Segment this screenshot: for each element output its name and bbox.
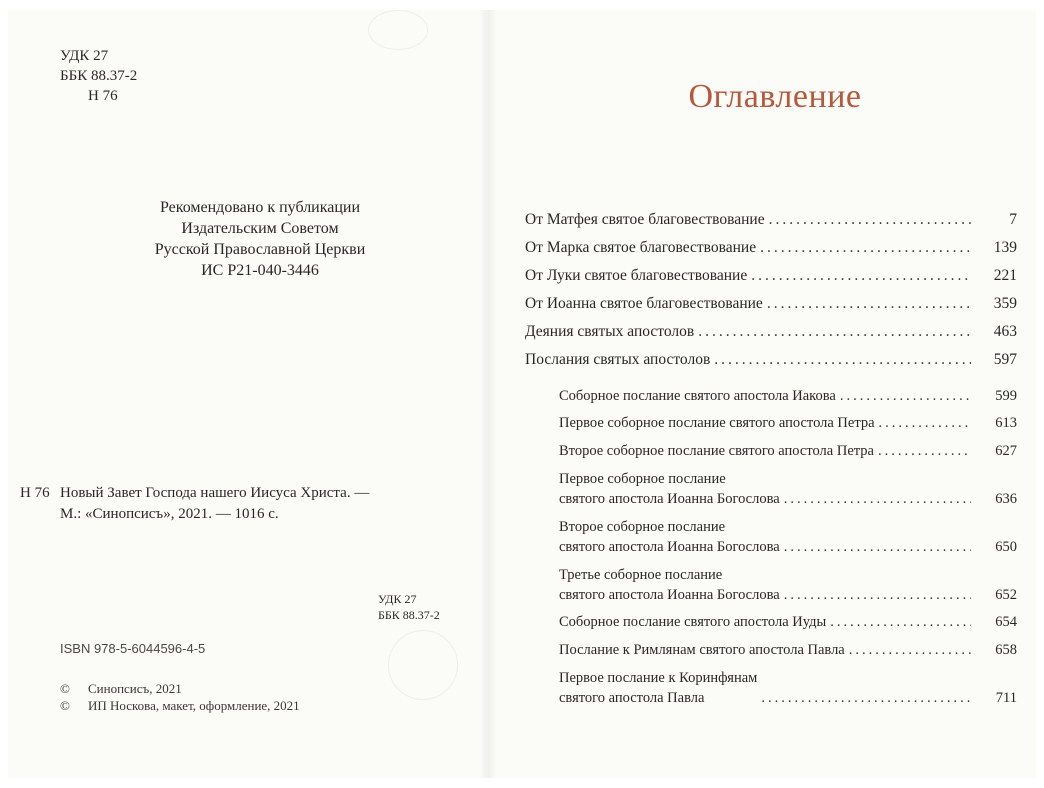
toc-entry-title (525, 238, 756, 258)
toc-entry-title (525, 266, 747, 286)
toc-entry-line: Второе соборное послание святого апостола Петра (559, 442, 874, 459)
toc-leader-dots (761, 688, 971, 708)
toc-page-number: 652 (995, 586, 1017, 603)
toc-entry[interactable] (525, 557, 1017, 605)
toc-entry[interactable] (525, 378, 1017, 406)
toc-entry-line: От Иоанна святое благовествование (525, 295, 763, 312)
toc-entry[interactable] (525, 314, 1017, 342)
toc-entry-line: Деяния святых апостолов (525, 323, 695, 340)
classification-codes-top (60, 46, 137, 106)
toc-leader-dots (849, 640, 971, 660)
copyright-block (60, 680, 300, 714)
toc-page-number: 658 (995, 641, 1017, 658)
toc-leader-dots (784, 489, 971, 509)
toc-entry[interactable] (525, 258, 1017, 286)
approval-block (100, 197, 420, 281)
toc-entry-title (559, 612, 826, 632)
approval-line: Русской Православной Церкви (154, 241, 366, 258)
copyright-row (60, 680, 300, 697)
book-gutter (480, 10, 496, 778)
toc-entry[interactable] (525, 433, 1017, 461)
toc-leader-dots (698, 322, 971, 342)
toc-entry-line: святого апостола Иоанна Богослова (559, 490, 780, 507)
toc-entry-line: святого апостола Иоанна Богослова (559, 538, 780, 555)
left-page (8, 10, 486, 778)
toc-title: Оглавление (688, 78, 862, 115)
toc-leader-dots (760, 238, 971, 258)
isbn: ISBN 978-5-6044596-4-5 (60, 641, 206, 656)
toc-leader-dots (784, 537, 971, 557)
copyright-row (60, 697, 300, 714)
toc-entry-title (559, 668, 757, 708)
copyright-text: ИП Носкова, макет, оформление, 2021 (88, 698, 300, 713)
toc-entry-line: Послание к Римлянам святого апостола Павла (559, 641, 845, 658)
toc-page-number: 599 (995, 387, 1017, 404)
toc-entry-title (525, 210, 765, 230)
toc-entry-line: святого апостола Павла (559, 689, 705, 706)
toc-entry-line: Соборное послание святого апостола Иакова (559, 387, 836, 404)
toc-spacer (525, 370, 1017, 378)
toc-page-number: 711 (995, 689, 1017, 706)
toc-entry-line: Третье соборное послание (559, 566, 723, 583)
author-mark: Н 76 (88, 88, 118, 104)
toc-leader-dots (830, 612, 971, 632)
toc-entry[interactable] (525, 461, 1017, 509)
toc-leader-dots (769, 210, 971, 230)
toc-entry-line: Второе соборное послание (559, 518, 726, 535)
toc-entry-line: От Матфея святое благовествование (525, 211, 765, 228)
toc-entry-line: Первое соборное послание святого апостола Петра (559, 415, 875, 431)
copyright-text: Синопсисъ, 2021 (88, 681, 182, 696)
approval-line: Издательским Советом (181, 220, 339, 237)
toc-leader-dots (751, 266, 971, 286)
ornament-shadow (388, 630, 458, 700)
toc-page-number: 463 (993, 323, 1017, 340)
biblio-line: Новый Завет Господа нашего Иисуса Христа. — (60, 485, 370, 501)
biblio-code: Н 76 (20, 485, 50, 501)
toc-entry-line: От Луки святое благовествование (525, 267, 748, 284)
toc-leader-dots (714, 350, 971, 370)
toc-entry[interactable] (525, 230, 1017, 258)
toc-entry-line: святого апостола Иоанна Богослова (559, 586, 780, 603)
toc-entry-title (559, 441, 874, 461)
toc-entry[interactable] (525, 509, 1017, 557)
toc-page-number: 359 (993, 295, 1017, 312)
toc-entry-line: Соборное послание святого апостола Иуды (559, 614, 827, 630)
toc-entry[interactable] (525, 632, 1017, 660)
toc-page-number: 139 (993, 239, 1017, 256)
toc-page-number: 7 (1009, 211, 1017, 228)
bbk-code: ББК 88.37-2 (60, 68, 138, 84)
toc-page-number: 221 (993, 267, 1017, 284)
toc-leader-dots (784, 585, 971, 605)
toc-entry-title (525, 294, 763, 314)
toc-leader-dots (879, 413, 971, 433)
toc-page-number: 650 (995, 538, 1017, 555)
classification-codes-bottom (378, 591, 440, 623)
toc-entry-title (559, 413, 875, 433)
toc-page-number: 613 (995, 415, 1017, 431)
toc-entry-title (559, 640, 845, 660)
udk-code: УДК 27 (60, 48, 109, 64)
toc-entry-title (559, 517, 780, 557)
toc-entry-title (559, 565, 780, 605)
bbk-code: ББК 88.37-2 (378, 608, 440, 622)
toc-page-number: 597 (993, 351, 1017, 368)
approval-line: Рекомендовано к публикации (159, 199, 361, 216)
toc-entry[interactable] (525, 406, 1017, 434)
toc-entry[interactable] (525, 605, 1017, 633)
table-of-contents (525, 202, 1017, 708)
toc-entry[interactable] (525, 660, 1017, 708)
toc-leader-dots (840, 386, 971, 406)
copyright-icon: © (60, 681, 70, 696)
bibliographic-record (20, 483, 369, 525)
copyright-icon: © (60, 698, 70, 713)
toc-page-number: 627 (995, 442, 1017, 459)
toc-entry-line: От Марка святое благовествование (525, 239, 757, 256)
toc-page-number: 654 (995, 614, 1017, 630)
toc-entry-line: Первое послание к Коринфянам (559, 669, 758, 686)
toc-entry-line: Первое соборное послание (559, 470, 726, 487)
udk-code: УДК 27 (378, 592, 417, 606)
toc-entry-title (525, 322, 694, 342)
toc-entry[interactable] (525, 342, 1017, 370)
toc-entry-title (525, 350, 710, 370)
ornament-shadow (368, 10, 428, 50)
toc-page-number: 636 (995, 490, 1017, 507)
toc-entry-title (559, 386, 836, 406)
toc-leader-dots (767, 294, 971, 314)
toc-leader-dots (878, 441, 971, 461)
toc-entry[interactable] (525, 202, 1017, 230)
toc-entry[interactable] (525, 286, 1017, 314)
biblio-line: М.: «Синопсисъ», 2021. — 1016 с. (60, 506, 279, 522)
approval-number: ИС Р21-040-3446 (201, 262, 319, 279)
toc-entry-title (559, 469, 780, 509)
toc-entry-line: Послания святых апостолов (525, 351, 711, 368)
